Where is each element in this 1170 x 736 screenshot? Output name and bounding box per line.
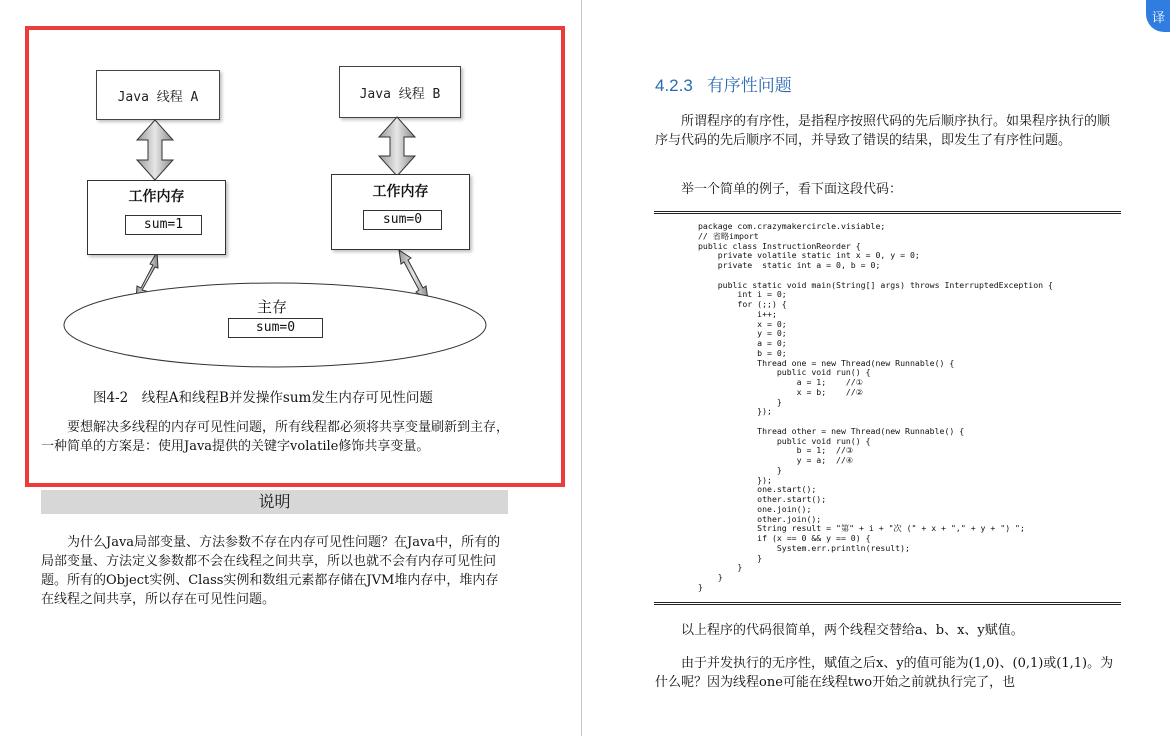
work-memory-b-box — [331, 174, 470, 250]
right-paragraph-1: 所谓程序的有序性，是指程序按照代码的先后顺序执行。如果程序执行的顺序与代码的先后顺序不同，并导致了错误的结果，即发生了有序性问题。 — [655, 114, 1111, 148]
left-paragraph-1: 要想解决多线程的内存可见性问题，所有线程都必须将共享变量刷新到主存，一种简单的方案是：使用Java提供的关键字volatile修饰共享变量。 — [41, 420, 510, 454]
section-number: 4.2.3 — [655, 76, 693, 95]
page-divider — [581, 0, 582, 736]
code-top-rule — [654, 211, 1121, 214]
figure-caption: 图4-2 线程A和线程B并发操作sum发生内存可见性问题 — [93, 390, 433, 406]
main-memory-title: 主存 — [257, 298, 288, 316]
section-heading — [655, 71, 806, 96]
work-memory-b-title: 工作内存 — [372, 184, 429, 200]
code-block: package com.crazymakercircle.visiable; // 省略import public class InstructionReorder { private volatile static int x = 0, y = 0; private static int a = 0, b = 0; public static void main(String[] args) throws InterruptedException { int i = 0; for (;;) { i++; x = 0; y = 0; a = 0; b = 0; Thread one = new Thread(new Runnable() { public void run() { a = 1; //① x = b; //② } }); Thread other = new Thread(new Runnable() { public void run() { b = 1; //③ y = a; //④ } }); one.start(); other.start(); one.join(); other.join(); String result = "第" + i + "次 (" + x + "," + y + ") "; if (x == 0 && y == 0) { System.err.println(result); } } } } — [698, 221, 1053, 592]
thread-a-label: Java 线程 A — [117, 89, 199, 105]
sum-main-box: sum=0 — [228, 318, 323, 338]
double-arrow-a — [137, 120, 173, 180]
note-title: 说明 — [41, 490, 508, 514]
sum-b-box: sum=0 — [363, 210, 442, 230]
code-bottom-rule — [654, 602, 1121, 605]
right-paragraph-2: 举一个简单的例子，看下面这段代码： — [681, 182, 903, 197]
work-memory-a-title: 工作内存 — [128, 189, 185, 205]
right-paragraph-3: 以上程序的代码很简单，两个线程交替给a、b、x、y赋值。 — [681, 623, 1024, 638]
left-paragraph-2: 为什么Java局部变量、方法参数不存在内存可见性问题？在Java中，所有的局部变量、方法定义参数都不会在线程之间共享，所以也就不会有内存可见性问题。所有的Object实例、Class实例和数组元素都存储在JVM堆内存中，堆内存在线程之间共享，所以存在可见性问题。 — [41, 535, 501, 607]
work-memory-a-box — [87, 180, 226, 255]
right-paragraph-4: 由于并发执行的无序性，赋值之后x、y的值可能为(1,0)、(0,1)或(1,1)。为什么呢？因为线程one可能在线程two开始之前就执行完了，也 — [655, 656, 1114, 690]
section-title: 有序性问题 — [706, 76, 792, 95]
translate-icon: 译 — [1152, 10, 1166, 26]
thread-b-label: Java 线程 B — [359, 86, 441, 102]
sum-a-box: sum=1 — [125, 215, 202, 235]
translate-float-button[interactable] — [1146, 0, 1170, 32]
double-arrow-b — [379, 117, 415, 176]
